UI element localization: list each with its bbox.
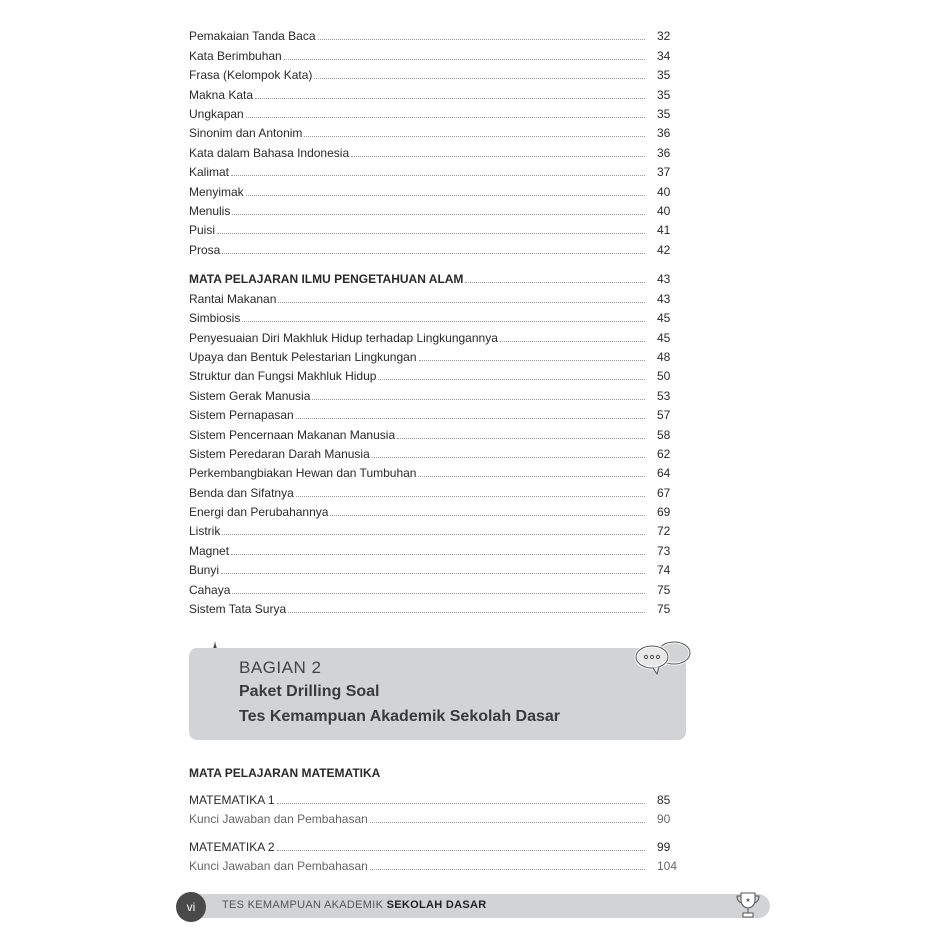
leader-dots <box>378 379 645 380</box>
toc-entry[interactable] <box>189 787 679 806</box>
toc-entry[interactable] <box>189 218 679 237</box>
entry-title: Benda dan Sifatnya <box>189 485 294 500</box>
toc-entry[interactable] <box>189 140 679 159</box>
book-title-light: TES KEMAMPUAN AKADEMIK <box>222 899 387 911</box>
toc-entry[interactable] <box>189 461 679 480</box>
page-number: 90 <box>657 812 671 827</box>
page-number: 40 <box>657 203 671 218</box>
leader-dots <box>222 253 645 254</box>
page-number: 99 <box>657 839 671 854</box>
toc-entry[interactable] <box>189 577 679 596</box>
entry-title: MATEMATIKA 1 <box>189 792 275 807</box>
entry-title: Cahaya <box>189 582 231 597</box>
entry-title: Menulis <box>189 203 231 218</box>
heading-text: MATA PELAJARAN ILMU PENGETAHUAN ALAM <box>189 272 464 287</box>
page-number: 45 <box>657 311 671 326</box>
leader-dots <box>246 195 645 196</box>
page-number: 69 <box>657 505 671 520</box>
entry-title: Energi dan Perubahannya <box>189 505 329 520</box>
page-number-badge: vi <box>176 892 206 922</box>
leader-dots <box>255 98 645 99</box>
toc-entry[interactable] <box>189 558 679 577</box>
entry-title: Frasa (Kelompok Kata) <box>189 68 313 83</box>
page-number: 67 <box>657 485 671 500</box>
book-title-bold: SEKOLAH DASAR <box>386 899 487 911</box>
page-number: 58 <box>657 427 671 442</box>
leader-dots <box>314 78 645 79</box>
toc-entry[interactable] <box>189 834 679 853</box>
leader-dots <box>277 803 645 804</box>
entry-title: Puisi <box>189 223 216 238</box>
toc-entry[interactable] <box>189 24 679 43</box>
toc-entry[interactable] <box>189 442 679 461</box>
matematika-group <box>189 834 679 873</box>
page-number: 35 <box>657 68 671 83</box>
leader-dots <box>278 302 645 303</box>
page-number: 48 <box>657 349 671 364</box>
leader-dots <box>304 136 645 137</box>
page-number: 85 <box>657 792 671 807</box>
toc-entry[interactable] <box>189 160 679 179</box>
toc-entry[interactable] <box>189 383 679 402</box>
leader-dots <box>318 39 645 40</box>
toc-entry[interactable] <box>189 179 679 198</box>
entry-title: Menyimak <box>189 184 244 199</box>
leader-dots <box>246 117 645 118</box>
entry-title: Simbiosis <box>189 311 241 326</box>
entry-title: Sistem Tata Surya <box>189 602 287 617</box>
matematika-group <box>189 787 679 826</box>
part-label: BAGIAN 2 <box>239 658 322 677</box>
leader-dots <box>231 554 645 555</box>
toc-entry[interactable] <box>189 43 679 62</box>
page-number: 43 <box>657 272 671 287</box>
page-number: 73 <box>657 543 671 558</box>
trophy-icon <box>735 890 761 920</box>
leader-dots <box>232 214 645 215</box>
entry-title: Rantai Makanan <box>189 291 277 306</box>
entry-title: Kalimat <box>189 165 230 180</box>
entry-title: Penyesuaian Diri Makhluk Hidup terhadap Lingkungannya <box>189 330 498 345</box>
leader-dots <box>221 573 645 574</box>
leader-dots <box>370 822 645 823</box>
leader-dots <box>465 282 645 283</box>
toc-entry[interactable] <box>189 422 679 441</box>
leader-dots <box>284 59 645 60</box>
page-number: 75 <box>657 582 671 597</box>
leader-dots <box>419 360 646 361</box>
page-number: 50 <box>657 369 671 384</box>
page-number: 41 <box>657 223 671 238</box>
entry-title: Prosa <box>189 242 221 257</box>
toc-heading-ipa[interactable] <box>189 267 679 286</box>
page-number: 72 <box>657 524 671 539</box>
leader-dots <box>397 438 645 439</box>
toc-entry[interactable] <box>189 854 679 873</box>
entry-title: Ungkapan <box>189 106 244 121</box>
entry-title: Sinonim dan Antonim <box>189 126 303 141</box>
entry-title: Struktur dan Fungsi Makhluk Hidup <box>189 369 377 384</box>
page-number: 36 <box>657 126 671 141</box>
leader-dots <box>418 476 645 477</box>
leader-dots <box>242 321 645 322</box>
matematika-list <box>189 787 679 873</box>
toc-entry[interactable] <box>189 345 679 364</box>
svg-text:★: ★ <box>745 898 751 904</box>
entry-title: Kata dalam Bahasa Indonesia <box>189 145 350 160</box>
page-number: 43 <box>657 291 671 306</box>
leader-dots <box>217 233 645 234</box>
page-number: 42 <box>657 242 671 257</box>
toc-entry[interactable] <box>189 538 679 557</box>
entry-title: Magnet <box>189 543 230 558</box>
leader-dots <box>288 612 645 613</box>
entry-title: Sistem Peredaran Darah Manusia <box>189 446 370 461</box>
toc-entry[interactable] <box>189 325 679 344</box>
entry-title: Kunci Jawaban dan Pembahasan <box>189 858 368 873</box>
page-number: 35 <box>657 87 671 102</box>
toc-entry[interactable] <box>189 237 679 256</box>
toc-entry[interactable] <box>189 807 679 826</box>
entry-title: Perkembangbiakan Hewan dan Tumbuhan <box>189 466 417 481</box>
ipa-section <box>189 267 679 616</box>
toc-entry[interactable] <box>189 364 679 383</box>
ipa-list <box>189 286 679 616</box>
toc-entry[interactable] <box>189 306 679 325</box>
bahasa-list <box>189 24 679 257</box>
leader-dots <box>500 341 645 342</box>
page-number: 104 <box>657 858 678 873</box>
toc-entry[interactable] <box>189 500 679 519</box>
part-subtitle: Tes Kemampuan Akademik Sekolah Dasar <box>239 708 561 725</box>
entry-title: Kata Berimbuhan <box>189 48 282 63</box>
leader-dots <box>312 399 645 400</box>
toc-entry[interactable] <box>189 403 679 422</box>
toc-entry[interactable] <box>189 286 679 305</box>
page-number: 34 <box>657 48 671 63</box>
page-number: 35 <box>657 106 671 121</box>
leader-dots <box>330 515 645 516</box>
leader-dots <box>351 156 645 157</box>
toc-entry[interactable] <box>189 480 679 499</box>
chat-bubble-icon <box>633 638 693 678</box>
entry-title: Makna Kata <box>189 87 254 102</box>
page-number: 75 <box>657 602 671 617</box>
page-number: 64 <box>657 466 671 481</box>
page-number: 40 <box>657 184 671 199</box>
leader-dots <box>296 418 645 419</box>
leader-dots <box>222 534 645 535</box>
page-number: 37 <box>657 165 671 180</box>
entry-title: MATEMATIKA 2 <box>189 839 275 854</box>
page-number: 32 <box>657 29 671 44</box>
leader-dots <box>296 496 645 497</box>
part-title: Paket Drilling Soal <box>239 683 380 700</box>
matematika-section <box>189 764 679 873</box>
entry-title: Sistem Pencernaan Makanan Manusia <box>189 427 396 442</box>
toc-entry[interactable] <box>189 597 679 616</box>
entry-title: Bunyi <box>189 563 220 578</box>
toc-entry[interactable] <box>189 102 679 121</box>
part-banner <box>189 648 686 740</box>
toc-entry[interactable] <box>189 199 679 218</box>
leader-dots <box>370 869 645 870</box>
page-number: 74 <box>657 563 671 578</box>
entry-title: Listrik <box>189 524 221 539</box>
page-number: 36 <box>657 145 671 160</box>
toc-entry[interactable] <box>189 82 679 101</box>
toc-entry[interactable] <box>189 63 679 82</box>
leader-dots <box>372 457 645 458</box>
page-number: 45 <box>657 330 671 345</box>
page-number: 57 <box>657 408 671 423</box>
entry-title: Upaya dan Bentuk Pelestarian Lingkungan <box>189 349 417 364</box>
toc-entry[interactable] <box>189 121 679 140</box>
page-footer <box>180 894 770 918</box>
leader-dots <box>232 593 645 594</box>
entry-title: Sistem Gerak Manusia <box>189 388 311 403</box>
leader-dots <box>277 850 645 851</box>
leader-dots <box>231 175 645 176</box>
page-number: 62 <box>657 446 671 461</box>
entry-title: Kunci Jawaban dan Pembahasan <box>189 812 368 827</box>
toc-heading-matematika: MATA PELAJARAN MATEMATIKA <box>189 766 381 780</box>
book-title <box>222 899 486 911</box>
page-number: 53 <box>657 388 671 403</box>
entry-title: Sistem Pernapasan <box>189 408 294 423</box>
toc-entry[interactable] <box>189 519 679 538</box>
entry-title: Pemakaian Tanda Baca <box>189 29 316 44</box>
